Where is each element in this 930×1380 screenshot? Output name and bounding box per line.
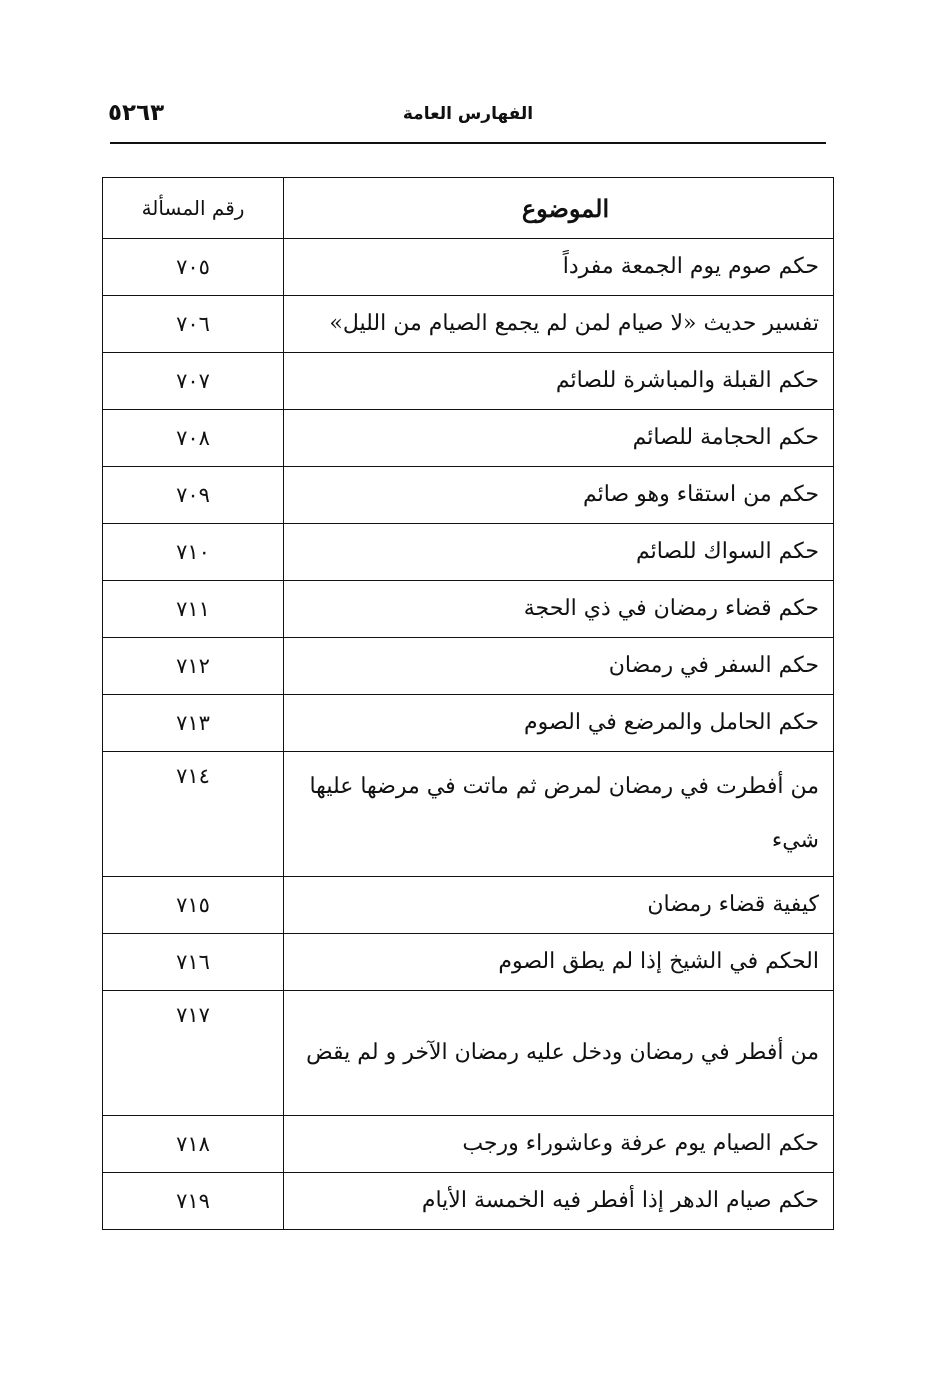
issue-number-cell: ٧٠٦ <box>103 296 284 353</box>
issue-number-cell: ٧١٥ <box>103 877 284 934</box>
issue-number-cell: ٧١٦ <box>103 934 284 991</box>
table-row <box>103 1116 834 1173</box>
table-row <box>103 752 834 877</box>
topic-cell: حكم السفر في رمضان <box>284 638 834 695</box>
issue-number-cell: ٧١٩ <box>103 1173 284 1230</box>
issue-number-cell: ٧١١ <box>103 581 284 638</box>
page-number: ٥٢٦٣ <box>108 100 165 126</box>
table-row <box>103 239 834 296</box>
topic-cell: حكم الحجامة للصائم <box>284 410 834 467</box>
table-row <box>103 695 834 752</box>
issue-number-cell: ٧١٨ <box>103 1116 284 1173</box>
topic-cell: حكم السواك للصائم <box>284 524 834 581</box>
issue-number-cell: ٧٠٩ <box>103 467 284 524</box>
page-title: الفهارس العامة <box>402 104 534 124</box>
column-header-topic: الموضوع <box>284 178 834 239</box>
topic-cell: تفسير حديث «لا صيام لمن لم يجمع الصيام من الليل» <box>284 296 834 353</box>
page-header <box>108 98 828 142</box>
issue-number-cell: ٧١٠ <box>103 524 284 581</box>
topic-cell: من أفطرت في رمضان لمرض ثم ماتت في مرضها عليها شيء <box>284 752 834 877</box>
topic-cell: حكم الحامل والمرضع في الصوم <box>284 695 834 752</box>
table-row <box>103 638 834 695</box>
column-header-issue-number: رقم المسألة <box>103 178 284 239</box>
issue-number-cell: ٧٠٧ <box>103 353 284 410</box>
topic-cell: حكم من استقاء وهو صائم <box>284 467 834 524</box>
header-divider <box>110 142 826 144</box>
index-table <box>102 177 834 1230</box>
table-row <box>103 467 834 524</box>
table-row <box>103 410 834 467</box>
topic-cell: حكم قضاء رمضان في ذي الحجة <box>284 581 834 638</box>
table-row <box>103 934 834 991</box>
table-row <box>103 524 834 581</box>
table-row <box>103 353 834 410</box>
issue-number-cell: ٧١٢ <box>103 638 284 695</box>
topic-cell: كيفية قضاء رمضان <box>284 877 834 934</box>
topic-cell: حكم صوم يوم الجمعة مفرداً <box>284 239 834 296</box>
issue-number-cell: ٧١٧ <box>103 991 284 1116</box>
topic-cell: حكم القبلة والمباشرة للصائم <box>284 353 834 410</box>
issue-number-cell: ٧١٣ <box>103 695 284 752</box>
topic-cell: من أفطر في رمضان ودخل عليه رمضان الآخر و لم يقض <box>284 991 834 1116</box>
table-row <box>103 1173 834 1230</box>
topic-cell: حكم الصيام يوم عرفة وعاشوراء ورجب <box>284 1116 834 1173</box>
topic-cell: حكم صيام الدهر إذا أفطر فيه الخمسة الأيام <box>284 1173 834 1230</box>
issue-number-cell: ٧٠٥ <box>103 239 284 296</box>
table-row <box>103 296 834 353</box>
issue-number-cell: ٧١٤ <box>103 752 284 877</box>
issue-number-cell: ٧٠٨ <box>103 410 284 467</box>
topic-cell: الحكم في الشيخ إذا لم يطق الصوم <box>284 934 834 991</box>
table-row <box>103 877 834 934</box>
table-row <box>103 991 834 1116</box>
table-row <box>103 581 834 638</box>
table-header-row <box>103 178 834 239</box>
